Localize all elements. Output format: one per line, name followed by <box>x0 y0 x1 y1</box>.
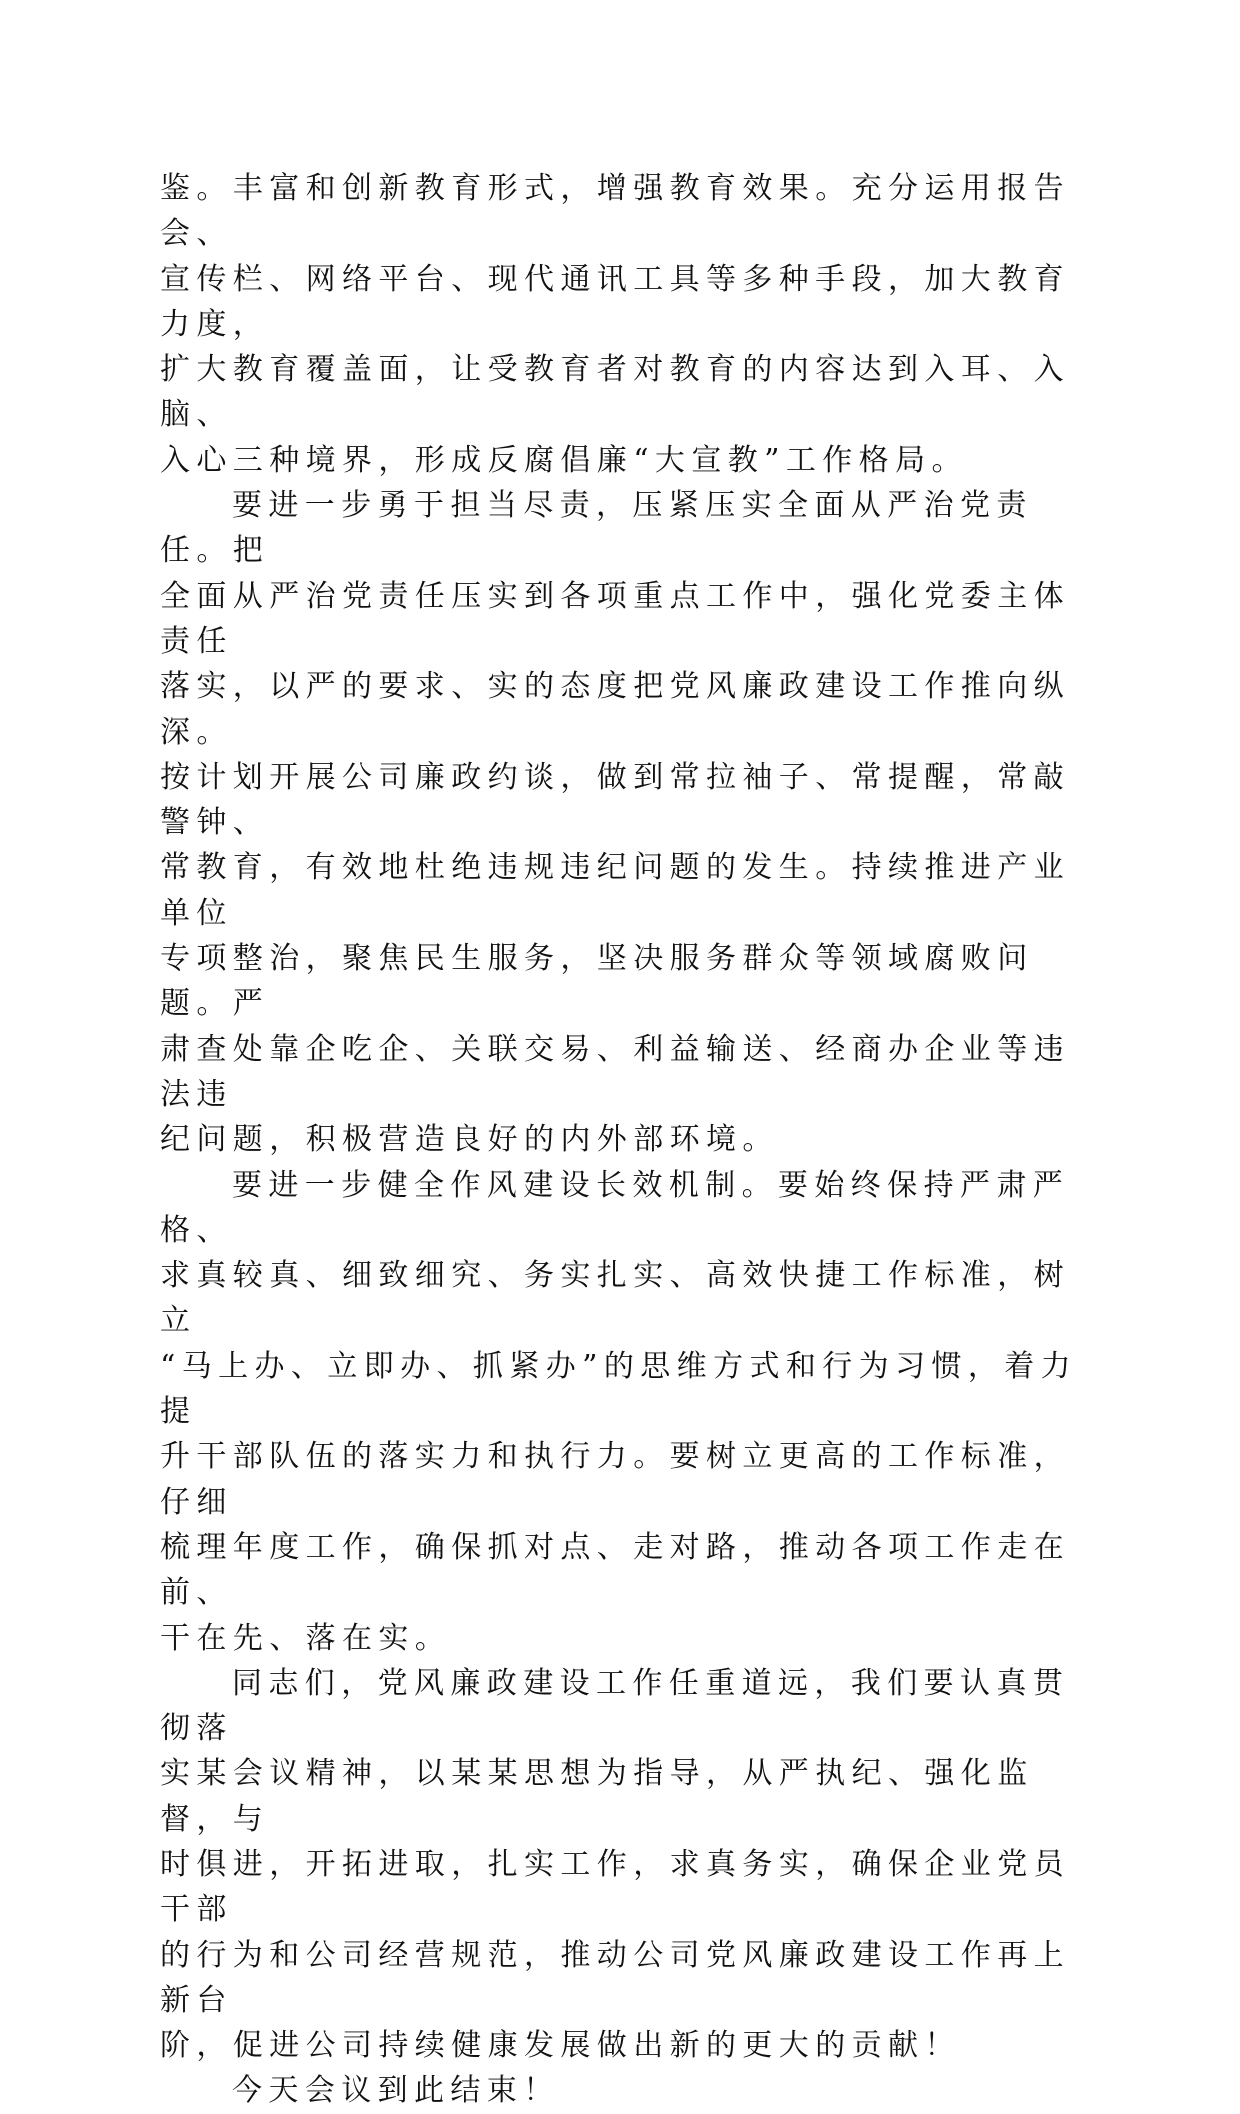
text-line: 落实，以严的要求、实的态度把党风廉政建设工作推向纵深。 <box>160 669 1070 750</box>
text-line: 肃查处靠企吃企、关联交易、利益输送、经商办企业等违法违 <box>160 1031 1070 1112</box>
paragraph-comrades <box>160 1661 1080 2069</box>
paragraph-responsibility <box>160 483 1080 1162</box>
text-line: 的行为和公司经营规范，推动公司党风廉政建设工作再上新台 <box>160 1937 1070 2018</box>
text-line: 升干部队伍的落实力和执行力。要树立更高的工作标准，仔细 <box>160 1439 1070 1520</box>
text-line: 纪问题，积极营造良好的内外部环境。 <box>160 1122 779 1158</box>
text-line: 今天会议到此结束！ <box>232 2073 560 2109</box>
text-line: 宣传栏、网络平台、现代通讯工具等多种手段，加大教育力度， <box>160 261 1070 342</box>
text-line: 求真较真、细致细究、务实扎实、高效快捷工作标准，树立 <box>160 1258 1070 1339</box>
text-line: “马上办、立即办、抓紧办”的思维方式和行为习惯，着力提 <box>160 1348 1078 1430</box>
text-line: 阶，促进公司持续健康发展做出新的更大的贡献！ <box>160 2028 961 2064</box>
paragraph-education-forms <box>160 166 1080 483</box>
text-line: 常教育，有效地杜绝违规违纪问题的发生。持续推进产业单位 <box>160 850 1070 931</box>
text-line: 梳理年度工作，确保抓对点、走对路，推动各项工作走在前、 <box>160 1529 1070 1611</box>
text-line: 要进一步健全作风建设长效机制。要始终保持严肃严格、 <box>160 1167 1070 1248</box>
text-line: 入心三种境界，形成反腐倡廉“大宣教”工作格局。 <box>160 442 968 478</box>
text-line: 按计划开展公司廉政约谈，做到常拉袖子、常提醒，常敲警钟、 <box>160 759 1070 841</box>
document-body <box>160 166 1080 2114</box>
paragraph-work-style <box>160 1163 1080 1661</box>
text-line: 专项整治，聚焦民生服务，坚决服务群众等领域腐败问题。严 <box>160 941 1034 1022</box>
text-line: 时俱进，开拓进取，扎实工作，求真务实，确保企业党员干部 <box>160 1846 1070 1928</box>
text-line: 实某会议精神，以某某思想为指导，从严执纪、强化监督，与 <box>160 1756 1034 1837</box>
text-line: 扩大教育覆盖面，让受教育者对教育的内容达到入耳、入脑、 <box>160 352 1070 433</box>
text-line: 鉴。丰富和创新教育形式，增强教育效果。充分运用报告会、 <box>160 171 1070 252</box>
text-line: 同志们，党风廉政建设工作任重道远，我们要认真贯彻落 <box>160 1665 1070 1747</box>
text-line: 干在先、落在实。 <box>160 1620 452 1656</box>
text-line: 全面从严治党责任压实到各项重点工作中，强化党委主体责任 <box>160 578 1070 659</box>
paragraph-closing <box>160 2068 1080 2113</box>
text-line: 要进一步勇于担当尽责，压紧压实全面从严治党责任。把 <box>160 488 1033 569</box>
